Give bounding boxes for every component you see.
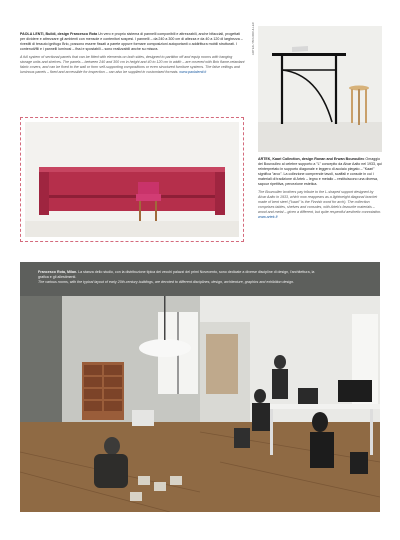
studio-interior-illustration xyxy=(20,262,380,512)
paola-lenti-photo-frame xyxy=(20,117,244,242)
side-credit-label: ARTEK / BOUROULLEC xyxy=(251,22,255,56)
paola-lenti-photo xyxy=(25,122,239,237)
artek-italian xyxy=(258,157,382,187)
paola-lenti-italian xyxy=(20,32,245,52)
paola-lenti-article xyxy=(20,32,245,78)
kaari-desk-illustration xyxy=(258,26,382,152)
paola-lenti-url[interactable]: www.paolalenti.it xyxy=(179,70,207,74)
artek-heading: ARTEK, Kaari Collection, design Ronan and Erwan Bouroullec xyxy=(258,157,365,161)
paola-lenti-body-it: Un vero e proprio sistema di pannelli componibili e attrezzabili, anche bifacciali, progettati per dividere e attrezzare gli ambienti con mensole e contenitori sospesi. I pannelli – da 240 a 300 cm di altezza e da 40 a 120 di larghezza – rivestiti di tessuto ignifugo Brio, possono essere fissati a parete oppure formare composizioni autoportanti o addirittura mobili strutturati. I contenuti/fili e i pannelli luminosi – fissi e spostabili – sono realizzabili anche su misura. xyxy=(20,32,243,51)
studio-caption xyxy=(20,270,318,285)
studio-caption-italian xyxy=(38,270,318,280)
francesco-rota-studio-photo xyxy=(20,262,380,512)
artek-english-par xyxy=(258,190,382,220)
paola-lenti-heading: PAOLA LENTI, Buildi, design Francesco Rota xyxy=(20,32,98,36)
paola-lenti-english-par xyxy=(20,55,245,75)
paola-lenti-body-en: A full system of sectional panels that can be fitted with elements on both sides, designed to partition off and equip rooms with hanging storage units and shelves. The panels – between 240 and 300 cm in height and 40 to 120 cm in width – are covered with Brio flame-retardant fabric covers, and can be fixed to the wall or form self-supporting compositions or even structured furniture systems. The false ceilings and luminous panels – fixed and accessible for inspection – can also be supplied in customised formats. xyxy=(20,55,245,74)
artek-body-it: Omaggio dei Bouroullec al celebre supporto a "L" concepito da Alvar Aalto nel 1933, qui reinterpretato in supporto diagonale e leggero di acciaio piegato – "Kaari" significa "arco". La collezione comprende tavoli, scaffali e console in cui i materiali di tradizione di Artek – legno e metallo – restituiscono una diversa, sapour ripetitiva, percezione estetica. xyxy=(258,157,382,186)
studio-heading: Francesco Rota, Milan. xyxy=(38,270,78,274)
kaari-desk-photo xyxy=(258,26,382,152)
artek-article xyxy=(258,157,382,223)
studio-body-it: La stanza dello studio, con la distribuzione tipica dei vecchi palazzi del primi Novecento, sono dedicate a diverse discipline di design, l'architettura, la grafica e gli allestimenti. xyxy=(38,270,315,279)
red-panel-bench-illustration xyxy=(25,122,239,237)
studio-caption-english: The various rooms, with the typical layout of early 20th-century buildings, are devoted to different disciplines, design, architecture, graphics and exhibition design. xyxy=(38,280,295,284)
artek-url[interactable]: www.artek.fi xyxy=(258,215,278,219)
artek-body-en: The Bouroullec brothers pay tribute to the L-shaped support designed by Alvar Aalto in 1933, which now reappears as a lightweight diagonal bracket made of bent steel ("kaari" is the Finnish word for arch). The collection comprises tables, shelves and consoles, with Artek's favourite materials – wood and metal – given a different, but quite respectful aesthetic connotation. xyxy=(258,190,382,214)
